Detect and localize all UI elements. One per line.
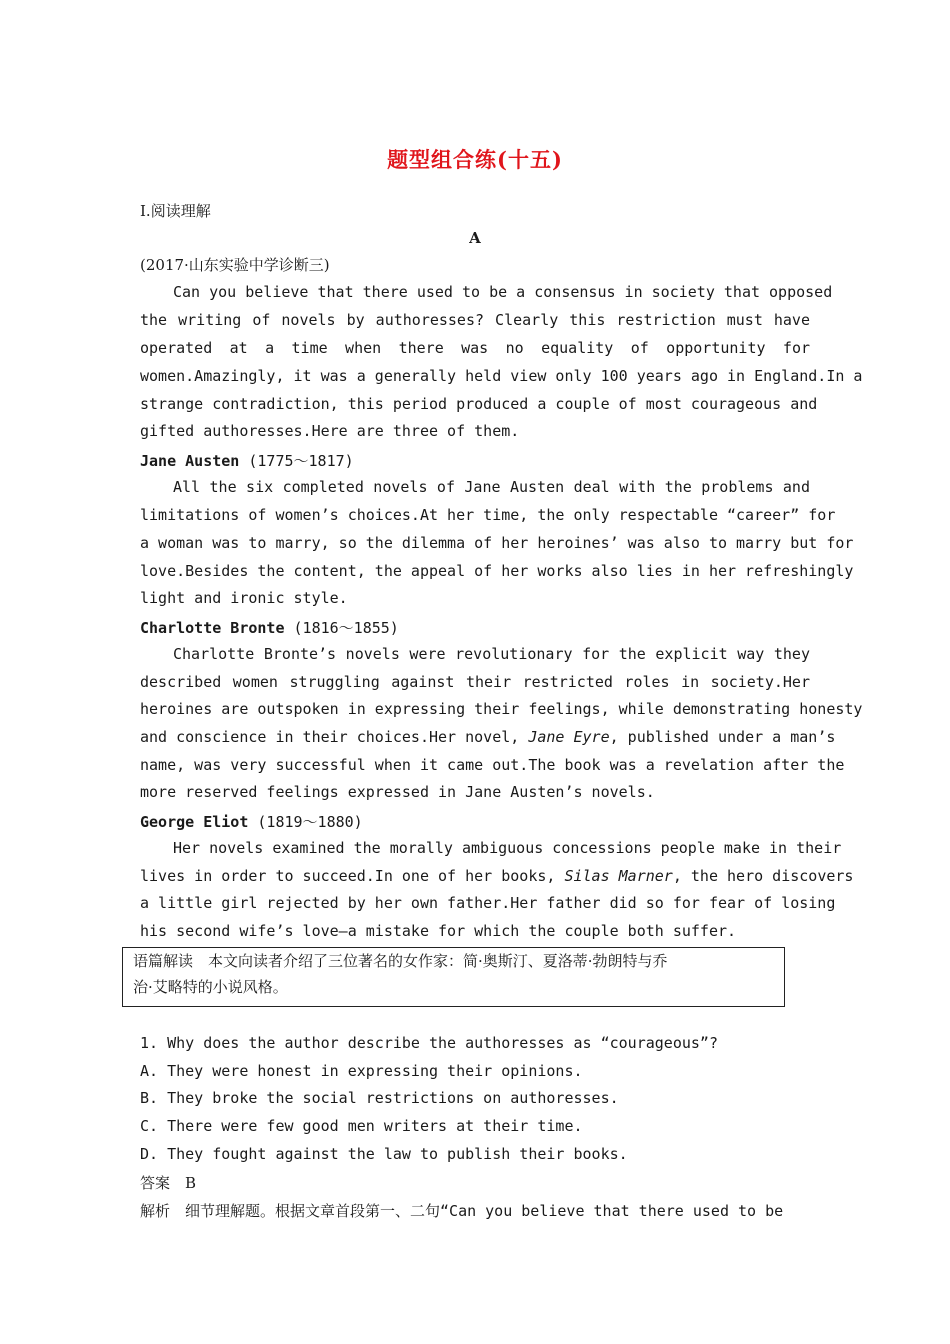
paragraph-line: light and ironic style.: [140, 589, 348, 607]
author-years: (1819～1880): [257, 813, 363, 831]
section-heading: Ⅰ.阅读理解: [140, 202, 211, 220]
paragraph-line: his second wife’s love—a mistake for which the couple both suffer.: [140, 922, 737, 940]
intro-line: women.Amazingly, it was a generally held view only 100 years ago in England.In a: [140, 367, 863, 385]
source-note: (2017·山东实验中学诊断三): [140, 256, 330, 274]
paragraph-line: All the six completed novels of Jane Austen deal with the problems and: [173, 478, 810, 496]
intro-line: Can you believe that there used to be a consensus in society that opposed: [173, 283, 833, 301]
paragraph-line: limitations of women’s choices.At her time, the only respectable “career” for: [140, 506, 836, 524]
intro-line: gifted authoresses.Here are three of them.: [140, 422, 520, 440]
intro-line: operated at a time when there was no equality of opportunity for: [140, 339, 810, 357]
text-run: , published under a man’s: [609, 728, 836, 746]
paragraph-line: [140, 728, 836, 748]
paragraph-line: [140, 867, 854, 887]
passage-label: A: [469, 229, 481, 247]
page-title: 题型组合练(十五): [387, 147, 563, 172]
analysis: 解析 细节理解题。根据文章首段第一、二句“Can you believe that there used to be: [140, 1202, 784, 1220]
author-name: Jane Austen: [140, 452, 240, 470]
text-run: lives in order to succeed.In one of her books,: [140, 867, 556, 885]
paragraph-line: Charlotte Bronte’s novels were revolutionary for the explicit way they: [173, 645, 810, 663]
paragraph-line: heroines are outspoken in expressing their feelings, while demonstrating honesty: [140, 700, 863, 718]
book-title-silas-marner: Silas Marner: [564, 867, 673, 885]
text-run: and conscience in their choices.Her novel,: [140, 728, 520, 746]
paragraph-line: a little girl rejected by her own father.Her father did so for fear of losing: [140, 894, 836, 912]
author-name: George Eliot: [140, 813, 249, 831]
text-run: , the hero discovers: [672, 867, 854, 885]
answer: 答案 B: [140, 1174, 197, 1192]
paragraph-line: Her novels examined the morally ambiguous concessions people make in their: [173, 839, 842, 857]
option-b: B. They broke the social restrictions on authoresses.: [140, 1089, 619, 1107]
option-a: A. They were honest in expressing their opinions.: [140, 1062, 583, 1080]
author-heading-eliot: [140, 811, 363, 832]
option-c: C. There were few good men writers at their time.: [140, 1117, 583, 1135]
intro-line: strange contradiction, this period produced a couple of most courageous and: [140, 395, 818, 413]
paragraph-line: name, was very successful when it came out.The book was a revelation after the: [140, 756, 845, 774]
book-title-jane-eyre: Jane Eyre: [528, 728, 610, 746]
summary-line: 治·艾略特的小说风格。: [133, 978, 288, 996]
paragraph-line: described women struggling against their restricted roles in society.Her: [140, 673, 810, 691]
paragraph-line: a woman was to marry, so the dilemma of her heroines’ was also to marry but for: [140, 534, 854, 552]
paragraph-line: more reserved feelings expressed in Jane Austen’s novels.: [140, 783, 655, 801]
author-name: Charlotte Bronte: [140, 619, 285, 637]
intro-line: the writing of novels by authoresses? Clearly this restriction must have: [140, 311, 810, 329]
summary-line: 语篇解读 本文向读者介绍了三位著名的女作家：简·奥斯汀、夏洛蒂·勃朗特与乔: [133, 952, 668, 970]
option-d: D. They fought against the law to publish their books.: [140, 1145, 628, 1163]
question-stem: 1. Why does the author describe the authoresses as “courageous”?: [140, 1034, 718, 1052]
author-heading-bronte: [140, 617, 399, 638]
author-heading-austen: [140, 450, 354, 471]
paragraph-line: love.Besides the content, the appeal of her works also lies in her refreshingly: [140, 562, 854, 580]
summary-box: [122, 947, 785, 1007]
author-years: (1775～1817): [248, 452, 354, 470]
author-years: (1816～1855): [293, 619, 399, 637]
